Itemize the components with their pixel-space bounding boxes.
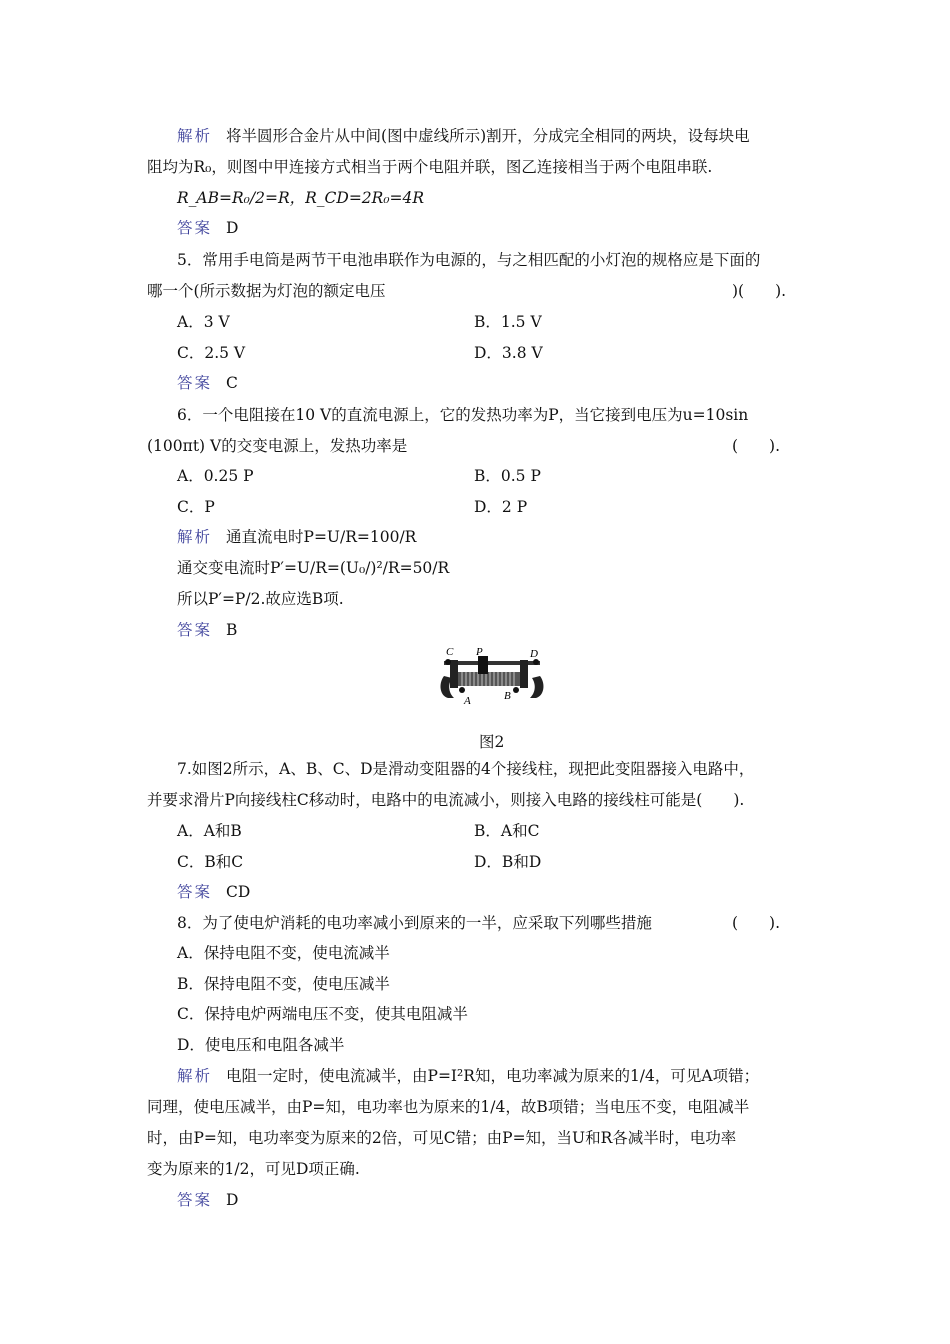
- q7-option-d: D．B和D: [474, 853, 542, 871]
- q4-analysis-line-1: 解析 将半圆形合金片从中间(图中虚线所示)割开，分成完全相同的两块，设每块电: [177, 127, 750, 145]
- q5-option-a: A．3 V: [177, 313, 230, 331]
- q7-answer: 答案 CD: [177, 883, 251, 901]
- q8-analysis-line-1: 解析 电阻一定时，使电流减半，由P=I²R知，电功率减为原来的1/4，可见A项错；: [177, 1067, 760, 1085]
- q8-analysis-line-2: 同理，使电压减半，由P=知，电功率也为原来的1/4，故B项错；当电压不变，电阻减半: [147, 1098, 750, 1116]
- q8-analysis-line-4: 变为原来的1/2，可见D项正确.: [147, 1160, 360, 1178]
- q8-stem-line-1: 8．为了使电炉消耗的电功率减小到原来的一半，应采取下列哪些措施: [177, 914, 652, 932]
- q8-answer: 答案 D: [177, 1191, 239, 1209]
- q8-option-b: B．保持电阻不变，使电压减半: [177, 975, 390, 993]
- right-bracket: [520, 660, 528, 688]
- q6-stem-line-1: 6．一个电阻接在10 V的直流电源上，它的发热功率为P，当它接到电压为u=10sin: [177, 406, 749, 424]
- q8-option-d: D．使电压和电阻各减半: [177, 1036, 345, 1054]
- q5-stem-line-1: 5．常用手电筒是两节干电池串联作为电源的，与之相匹配的小灯泡的规格应是下面的: [177, 251, 761, 269]
- left-bracket: [450, 660, 458, 688]
- figure-caption: 图2: [479, 733, 505, 751]
- slider-p: [478, 656, 488, 674]
- label-p: P: [476, 646, 483, 658]
- q5-stem-line-2: 哪一个(所示数据为灯泡的额定电压: [147, 282, 386, 300]
- q5-option-c: C．2.5 V: [177, 344, 246, 362]
- answer-label: 答案: [177, 883, 213, 901]
- label-b: B: [504, 690, 511, 702]
- terminal-c: [445, 659, 451, 665]
- terminal-a: [459, 687, 465, 693]
- q7-option-a: A．A和B: [177, 822, 242, 840]
- q6-option-a: A．0.25 P: [177, 467, 254, 485]
- q8-option-c: C．保持电炉两端电压不变，使其电阻减半: [177, 1005, 468, 1023]
- resistance-coil: [458, 672, 520, 686]
- answer-label: 答案: [177, 219, 213, 237]
- q7-stem-line-2: 并要求滑片P向接线柱C移动时，电路中的电流减小，则接入电路的接线柱可能是( ).: [147, 791, 745, 809]
- q4-analysis-line-2: 阻均为R₀，则图中甲连接方式相当于两个电阻并联，图乙连接相当于两个电阻串联.: [147, 158, 713, 176]
- answer-label: 答案: [177, 374, 213, 392]
- q6-answer-bracket: ( ).: [732, 437, 781, 455]
- terminal-b: [513, 687, 519, 693]
- q7-option-c: C．B和C: [177, 853, 244, 871]
- q6-option-c: C．P: [177, 498, 215, 516]
- analysis-label: 解析: [177, 127, 213, 145]
- analysis-label: 解析: [177, 1067, 213, 1085]
- sliding-rheostat-figure: [436, 646, 548, 706]
- q4-analysis-line-3: R_AB=R₀/2=R，R_CD=2R₀=4R: [177, 189, 425, 207]
- q4-answer: 答案 D: [177, 219, 239, 237]
- q5-answer: 答案 C: [177, 374, 238, 392]
- q7-stem-line-1: 7.如图2所示，A、B、C、D是滑动变阻器的4个接线柱，现把此变阻器接入电路中，: [177, 760, 755, 778]
- q5-option-b: B．1.5 V: [474, 313, 542, 331]
- q6-analysis-line-2: 通交变电流时P′=U/R=(U₀/)²/R=50/R: [177, 559, 450, 577]
- label-a: A: [464, 695, 471, 706]
- q8-analysis-line-3: 时，由P=知，电功率变为原来的2倍，可见C错；由P=知，当U和R各减半时，电功率: [147, 1129, 737, 1147]
- right-foot: [530, 676, 543, 698]
- q6-analysis-line-1: 解析 通直流电时P=U/R=100/R: [177, 528, 417, 546]
- q6-stem-line-2: (100πt) V的交变电源上，发热功率是: [147, 437, 408, 455]
- label-d: D: [530, 648, 538, 660]
- q7-option-b: B．A和C: [474, 822, 540, 840]
- q8-answer-bracket: ( ).: [732, 914, 781, 932]
- q5-answer-bracket: )( ).: [732, 282, 787, 300]
- q5-option-d: D．3.8 V: [474, 344, 543, 362]
- label-c: C: [446, 646, 454, 658]
- q6-option-d: D．2 P: [474, 498, 528, 516]
- q8-option-a: A．保持电阻不变，使电流减半: [177, 944, 390, 962]
- analysis-label: 解析: [177, 528, 213, 546]
- q6-answer: 答案 B: [177, 621, 238, 639]
- q6-option-b: B．0.5 P: [474, 467, 541, 485]
- answer-label: 答案: [177, 1191, 213, 1209]
- answer-label: 答案: [177, 621, 213, 639]
- q6-analysis-line-3: 所以P′=P/2.故应选B项.: [177, 590, 344, 608]
